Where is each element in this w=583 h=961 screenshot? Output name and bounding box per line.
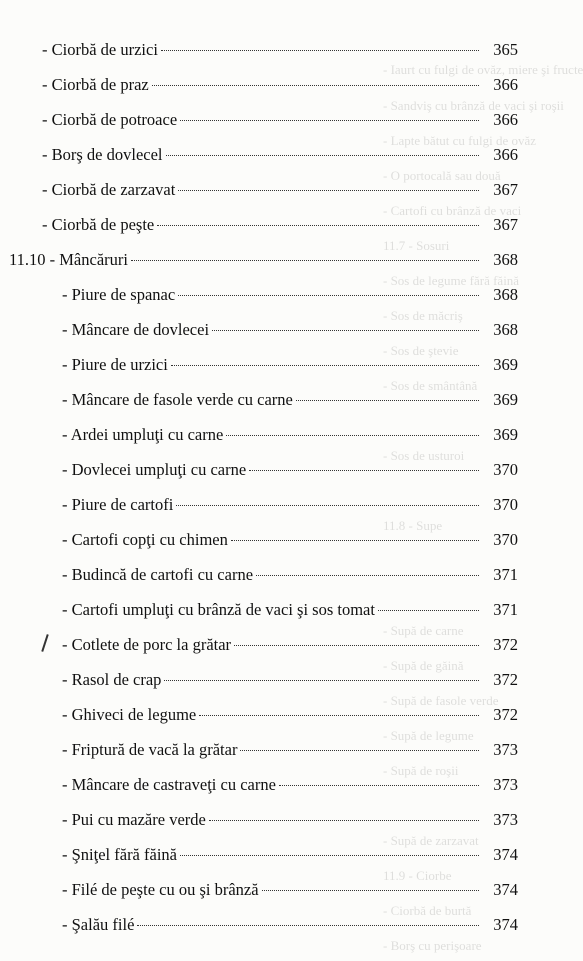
toc-entry-title: - Borş de dovlecel xyxy=(42,145,163,164)
toc-entry-title: - Ciorbă de praz xyxy=(42,75,149,94)
toc-entry xyxy=(62,809,518,831)
toc-entry xyxy=(42,214,518,236)
bleed-through-line: - Supă de legume xyxy=(383,728,474,743)
toc-leader-dots xyxy=(209,820,479,821)
toc-entry-page: 372 xyxy=(493,635,518,654)
toc-entry-page: 366 xyxy=(493,145,518,164)
toc-entry-page: 374 xyxy=(493,880,518,899)
toc-entry-title: - Ardei umpluţi cu carne xyxy=(62,425,224,444)
toc-entry-title: - Cartofi copţi cu chimen xyxy=(62,530,228,549)
toc-entry xyxy=(62,739,518,761)
toc-entry-title: - Piure de cartofi xyxy=(62,495,174,514)
toc-entry xyxy=(62,564,518,586)
toc-leader-dots xyxy=(137,925,479,926)
bleed-through-line: - Sos de usturoi xyxy=(383,448,465,463)
toc-entry-title: - Şniţel fără făină xyxy=(62,845,177,864)
bleed-through-line: - O portocală sau două xyxy=(383,168,501,183)
bleed-through-line: - Borş cu perişoare xyxy=(383,938,482,953)
bleed-through-line: - Sos de smântână xyxy=(383,378,478,393)
bleed-through-line: - Sandviş cu brânză de vaci şi roşii xyxy=(383,98,564,113)
toc-entry-title: 11.10 - Mâncăruri xyxy=(9,250,128,269)
toc-entry-page: 368 xyxy=(493,320,518,339)
toc-entry-title: - Şalău filé xyxy=(62,915,135,934)
toc-entry xyxy=(62,669,518,691)
toc-entry-title: - Dovlecei umpluţi cu carne xyxy=(62,460,247,479)
toc-entry-page: 373 xyxy=(493,810,518,829)
toc-leader-dots xyxy=(180,855,479,856)
toc-entry xyxy=(62,424,518,446)
toc-entry-title: - Budincă de cartofi cu carne xyxy=(62,565,254,584)
toc-leader-dots xyxy=(240,750,479,751)
toc-entry-title: - Pui cu mazăre verde xyxy=(62,810,206,829)
toc-entry-page: 372 xyxy=(493,705,518,724)
toc-entry xyxy=(62,914,518,936)
toc-entry-page: 369 xyxy=(493,355,518,374)
toc-entry xyxy=(42,39,518,61)
toc-entry-page: 374 xyxy=(493,845,518,864)
toc-entry-page: 374 xyxy=(493,915,518,934)
toc-entry xyxy=(42,74,518,96)
toc-leader-dots xyxy=(161,50,479,51)
bleed-through-line: - Sos de legume fără făină xyxy=(383,273,520,288)
toc-leader-dots xyxy=(178,190,479,191)
pen-mark xyxy=(41,634,48,652)
toc-entry-title: - Cartofi umpluţi cu brânză de vaci şi sos tomat xyxy=(62,600,375,619)
toc-entry-page: 369 xyxy=(493,425,518,444)
toc-entry-page: 365 xyxy=(493,40,518,59)
toc-entry xyxy=(42,144,518,166)
toc-leader-dots xyxy=(199,715,479,716)
bleed-through-line: - Supă de roşii xyxy=(383,763,459,778)
bleed-through-line: - Supă de zarzavat xyxy=(383,833,479,848)
bleed-through-line: - Sos de ştevie xyxy=(383,343,459,358)
toc-leader-dots xyxy=(176,505,479,506)
toc-entry xyxy=(62,284,518,306)
toc-entry xyxy=(62,844,518,866)
bleed-through-line: - Ciorbă de burtă xyxy=(383,903,472,918)
bleed-through-line: 11.8 - Supe xyxy=(383,518,443,533)
toc-entry xyxy=(62,459,518,481)
toc-leader-dots xyxy=(180,120,479,121)
toc-leader-dots xyxy=(279,785,479,786)
toc-leader-dots xyxy=(212,330,479,331)
toc-entry-page: 373 xyxy=(493,740,518,759)
toc-entry-page: 366 xyxy=(493,75,518,94)
toc-entry xyxy=(62,704,518,726)
toc-entry-title: - Ciorbă de zarzavat xyxy=(42,180,176,199)
toc-entry-page: 367 xyxy=(493,215,518,234)
toc-entry xyxy=(62,774,518,796)
toc-entry-title: - Ghiveci de legume xyxy=(62,705,197,724)
toc-entry-page: 371 xyxy=(493,600,518,619)
toc-entry xyxy=(62,634,518,656)
toc-entry xyxy=(62,389,518,411)
bleed-through-line: 11.9 - Ciorbe xyxy=(383,868,452,883)
toc-entry-page: 373 xyxy=(493,775,518,794)
toc-entry-page: 366 xyxy=(493,110,518,129)
bleed-through-line: - Sos de măcriş xyxy=(383,308,463,323)
toc-leader-dots xyxy=(166,155,479,156)
toc-leader-dots xyxy=(296,400,479,401)
toc-entry-title: - Cotlete de porc la grătar xyxy=(62,635,232,654)
toc-leader-dots xyxy=(262,890,479,891)
toc-entry-title: - Ciorbă de urzici xyxy=(42,40,158,59)
toc-leader-dots xyxy=(164,680,479,681)
toc-entry xyxy=(62,879,518,901)
toc-entry-title: - Piure de urzici xyxy=(62,355,168,374)
toc-entry-title: - Mâncare de dovlecei xyxy=(62,320,210,339)
toc-entry-page: 370 xyxy=(493,495,518,514)
toc-entry xyxy=(42,109,518,131)
toc-entry-page: 370 xyxy=(493,460,518,479)
toc-entry-page: 371 xyxy=(493,565,518,584)
toc-leader-dots xyxy=(157,225,479,226)
toc-leader-dots xyxy=(256,575,479,576)
toc-entry xyxy=(62,354,518,376)
bleed-through-line: - Supă de fasole verde xyxy=(383,693,499,708)
toc-section-heading xyxy=(9,249,518,271)
toc-leader-dots xyxy=(226,435,479,436)
bleed-through-line: - Cartofi cu brânză de vaci xyxy=(383,203,522,218)
toc-entry-title: - Ciorbă de potroace xyxy=(42,110,178,129)
toc-leader-dots xyxy=(178,295,479,296)
toc-entry xyxy=(62,319,518,341)
toc-leader-dots xyxy=(249,470,479,471)
toc-entry-page: 372 xyxy=(493,670,518,689)
toc-entry xyxy=(62,599,518,621)
bleed-through-line: - Lapte bătut cu fulgi de ovăz xyxy=(383,133,537,148)
toc-entry-title: - Rasol de crap xyxy=(62,670,162,689)
toc-entry-title: - Filé de peşte cu ou şi brânză xyxy=(62,880,259,899)
toc-entry-title: - Mâncare de fasole verde cu carne xyxy=(62,390,293,409)
toc-entry-title: - Piure de spanac xyxy=(62,285,176,304)
toc-entry-page: 370 xyxy=(493,530,518,549)
toc-entry-page: 368 xyxy=(493,285,518,304)
toc-entry xyxy=(42,179,518,201)
toc-leader-dots xyxy=(131,260,479,261)
toc-entry-page: 368 xyxy=(493,250,518,269)
toc-leader-dots xyxy=(152,85,479,86)
toc-entry-page: 367 xyxy=(493,180,518,199)
toc-leader-dots xyxy=(231,540,479,541)
bleed-through-line: - Supă de carne xyxy=(383,623,464,638)
toc-leader-dots xyxy=(171,365,479,366)
toc-entry-title: - Ciorbă de peşte xyxy=(42,215,155,234)
bleed-through-line: - Iaurt cu fulgi de ovăz, miere şi fructe xyxy=(383,62,583,77)
bleed-through-line: 11.7 - Sosuri xyxy=(383,238,450,253)
toc-entry xyxy=(62,494,518,516)
toc-entry xyxy=(62,529,518,551)
toc-entry-page: 369 xyxy=(493,390,518,409)
toc-leader-dots xyxy=(378,610,479,611)
toc-leader-dots xyxy=(234,645,479,646)
toc-entry-title: - Mâncare de castraveţi cu carne xyxy=(62,775,276,794)
toc-entry-title: - Friptură de vacă la grătar xyxy=(62,740,238,759)
bleed-through-line: - Supă de găină xyxy=(383,658,464,673)
